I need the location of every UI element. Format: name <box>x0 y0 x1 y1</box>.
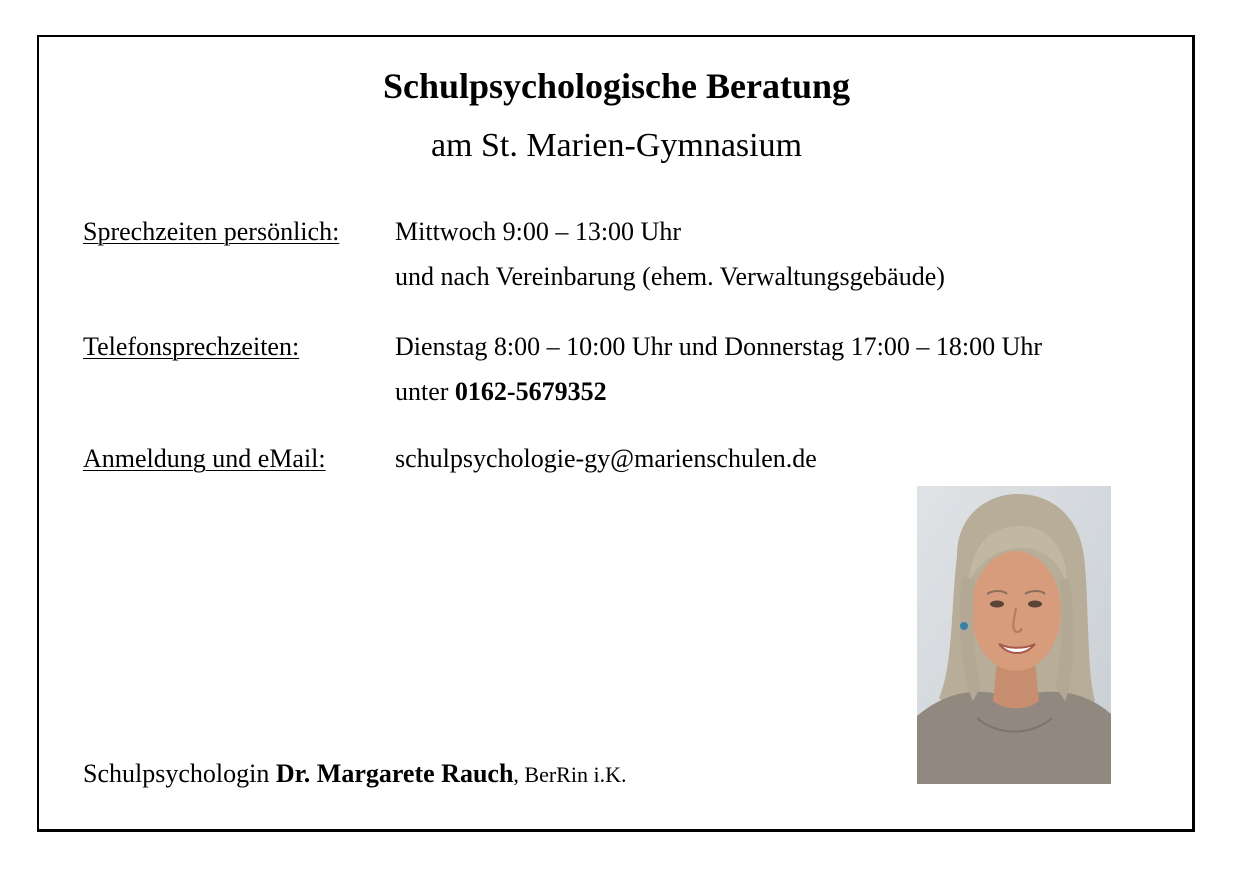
email-address: schulpsychologie-gy@marienschulen.de <box>395 444 817 473</box>
phone-hours-time: Dienstag 8:00 – 10:00 Uhr und Donnerstag 17:00 – 18:00 Uhr <box>395 332 1043 361</box>
office-hours-appointment: und nach Vereinbarung (ehem. Verwaltungsgebäude) <box>395 262 945 291</box>
phone-prefix: unter <box>395 377 455 406</box>
psychologist-credit <box>83 758 626 791</box>
registration-label: Anmeldung und eMail: <box>83 444 326 473</box>
page-title: Schulpsychologische Beratung <box>382 66 851 106</box>
person-portrait-icon <box>917 486 1111 784</box>
phone-hours-label: Telefonsprechzeiten: <box>83 332 300 361</box>
phone-number-line <box>395 376 607 408</box>
phone-number: 0162-5679352 <box>454 377 607 406</box>
title-suffix: , BerRin i.K. <box>513 762 627 787</box>
office-hours-time: Mittwoch 9:00 – 13:00 Uhr <box>395 217 681 246</box>
page-subtitle: am St. Marien-Gymnasium <box>430 127 803 164</box>
office-hours-label: Sprechzeiten persönlich: <box>83 217 340 246</box>
role-text: Schulpsychologin <box>83 759 276 788</box>
psychologist-name: Dr. Margarete Rauch <box>275 759 514 788</box>
